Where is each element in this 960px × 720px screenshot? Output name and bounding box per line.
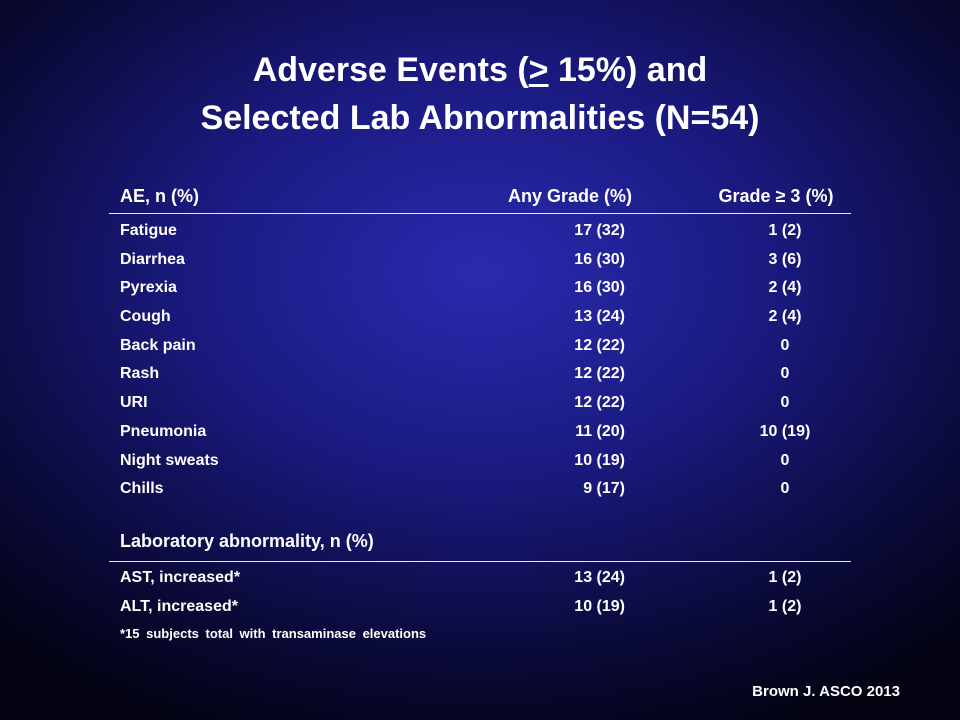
- row-grade3: 10 (19): [759, 422, 811, 440]
- row-grade3: 1 (2): [768, 222, 802, 239]
- row-grade3: 2 (4): [768, 279, 802, 297]
- row-name: ALT, increased*: [120, 597, 238, 615]
- row-any-grade: 9 (17): [583, 480, 625, 498]
- header-grade3: Grade ≥ 3 (%): [718, 186, 834, 206]
- row-grade3: 1 (2): [768, 569, 802, 586]
- row-grade3: 1 (2): [768, 597, 802, 615]
- row-name: Pneumonia: [120, 422, 207, 440]
- row-any-grade: 16 (30): [574, 279, 625, 297]
- row-grade3: 0: [780, 394, 790, 412]
- table-row: [0, 564, 960, 593]
- row-name: Night sweats: [120, 451, 219, 469]
- slide-title-line-1: [0, 46, 960, 94]
- row-name: Fatigue: [120, 222, 177, 239]
- row-grade3: 2 (4): [768, 308, 802, 326]
- table-row: [0, 332, 960, 361]
- slide-title-line-2: Selected Lab Abnormalities (N=54): [200, 99, 760, 137]
- table-row: [0, 593, 960, 622]
- row-any-grade: 10 (19): [574, 597, 625, 615]
- table-row: [0, 418, 960, 447]
- table-row: [0, 360, 960, 389]
- row-any-grade: 11 (20): [575, 422, 625, 440]
- row-grade3: 0: [780, 365, 790, 383]
- row-name: URI: [120, 394, 148, 412]
- row-any-grade: 13 (24): [574, 569, 625, 586]
- footnote: *15 subjects total with transaminase elevations: [120, 626, 427, 641]
- row-name: Cough: [120, 308, 171, 326]
- row-name: Back pain: [120, 336, 196, 354]
- table-row: [0, 475, 960, 504]
- row-name: Rash: [120, 365, 160, 383]
- table-row: [0, 246, 960, 275]
- row-any-grade: 16 (30): [574, 250, 625, 268]
- row-any-grade: 17 (32): [574, 222, 625, 239]
- row-any-grade: 12 (22): [574, 365, 625, 383]
- row-name: Chills: [120, 480, 164, 498]
- header-any-grade: Any Grade (%): [507, 186, 633, 206]
- row-any-grade: 12 (22): [574, 336, 625, 354]
- row-any-grade: 13 (24): [574, 308, 625, 326]
- citation: Brown J. ASCO 2013: [752, 683, 900, 700]
- row-any-grade: 12 (22): [574, 394, 625, 412]
- title-ge-symbol: >: [528, 51, 549, 89]
- header-ae: AE, n (%): [120, 186, 199, 206]
- table-row: [0, 217, 960, 246]
- row-name: AST, increased*: [120, 569, 241, 586]
- ae-table-body: [0, 217, 960, 504]
- header-divider: [109, 213, 851, 214]
- row-grade3: 3 (6): [768, 250, 802, 268]
- lab-section-heading: Laboratory abnormality, n (%): [120, 531, 374, 551]
- title-line-1-pre: Adverse Events (: [252, 51, 529, 89]
- row-grade3: 0: [780, 480, 790, 498]
- row-name: Diarrhea: [120, 250, 185, 268]
- lab-divider: [109, 561, 851, 562]
- row-grade3: 0: [780, 451, 790, 469]
- row-name: Pyrexia: [120, 279, 177, 297]
- lab-table-body: [0, 564, 960, 621]
- row-any-grade: 10 (19): [574, 451, 625, 469]
- table-row: [0, 389, 960, 418]
- title-line-1-post: 15%) and: [548, 51, 708, 89]
- table-row: [0, 447, 960, 476]
- row-grade3: 0: [780, 336, 790, 354]
- table-row: [0, 303, 960, 332]
- table-row: [0, 274, 960, 303]
